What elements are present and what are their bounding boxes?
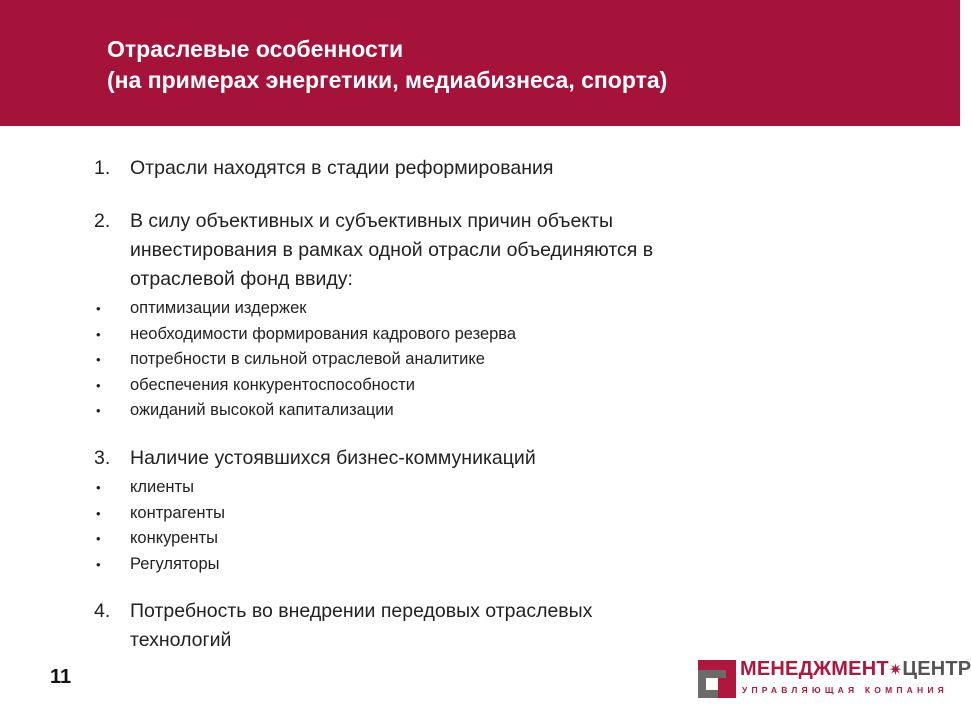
list-item [94, 526, 814, 552]
title-banner [0, 0, 960, 126]
bullet-list [94, 475, 814, 577]
slide-content [94, 154, 814, 655]
item-number: 4. [94, 600, 111, 623]
list-item-text: ожиданий высокой капитализации [130, 401, 394, 420]
list-item-text: конкуренты [130, 529, 219, 548]
bullet-icon: • [96, 352, 101, 368]
bullet-icon: • [96, 326, 101, 342]
bullet-icon: • [96, 403, 101, 419]
list-item [94, 373, 814, 399]
list-item-text: Регуляторы [130, 554, 220, 573]
numbered-item-3 [94, 444, 814, 473]
item-text-line: технологий [130, 629, 232, 652]
list-item-text: необходимости формирования кадрового резерва [130, 324, 517, 343]
logo-name-part1: МЕНЕДЖМЕНТ [740, 658, 889, 680]
page-number: 11 [50, 666, 72, 688]
logo-subtitle: УПРАВЛЯЮЩАЯ КОМПАНИЯ [742, 685, 948, 695]
item-number: 2. [94, 210, 111, 232]
bullet-icon: • [96, 556, 101, 572]
list-item [94, 347, 814, 373]
bullet-icon: • [96, 505, 101, 521]
list-item-text: клиенты [130, 477, 194, 496]
bullet-icon: • [96, 531, 101, 547]
item-text-line: Наличие устоявшихся бизнес-коммуникаций [130, 446, 536, 469]
list-item-text: обеспечения конкурентоспособности [130, 375, 415, 394]
numbered-item-1 [94, 154, 814, 183]
list-item-text: оптимизации издержек [130, 299, 307, 317]
bullet-icon: • [96, 301, 101, 316]
list-item [94, 552, 814, 578]
list-item-text: потребности в сильной отраслевой аналитике [130, 350, 485, 369]
list-item [94, 322, 814, 348]
title-line-1: Отраслевые особенности [107, 36, 404, 62]
item-text-line: В силу объективных и субъективных причин объекты [130, 210, 613, 232]
item-number: 1. [94, 157, 111, 179]
list-item [94, 501, 814, 527]
list-item [94, 475, 814, 501]
list-item [94, 398, 814, 424]
item-number: 3. [94, 446, 111, 469]
item-text-line: инвестирования в рамках одной отрасли объединяются в [130, 239, 654, 261]
list-item-text: контрагенты [130, 503, 225, 522]
title-line-2: (на примерах энергетики, медиабизнеса, спорта) [107, 67, 668, 93]
item-text-line: Отрасли находятся в стадии реформирования [130, 157, 554, 179]
numbered-item-2 [94, 207, 814, 294]
bullet-icon: • [96, 377, 101, 393]
item-text-line: отраслевой фонд ввиду: [130, 268, 353, 290]
item-text-line: Потребность во внедрении передовых отраслевых [130, 600, 593, 623]
logo-wordmark [740, 658, 971, 681]
company-logo [698, 658, 971, 700]
numbered-item-4 [94, 597, 814, 655]
bullet-list [94, 296, 814, 424]
list-item [94, 296, 814, 322]
logo-star-icon: ✷ [888, 662, 903, 679]
slide-title [107, 34, 667, 96]
bullet-icon: • [96, 479, 101, 495]
logo-mark-icon [698, 660, 736, 698]
logo-name-part2: ЦЕНТР [902, 658, 971, 680]
